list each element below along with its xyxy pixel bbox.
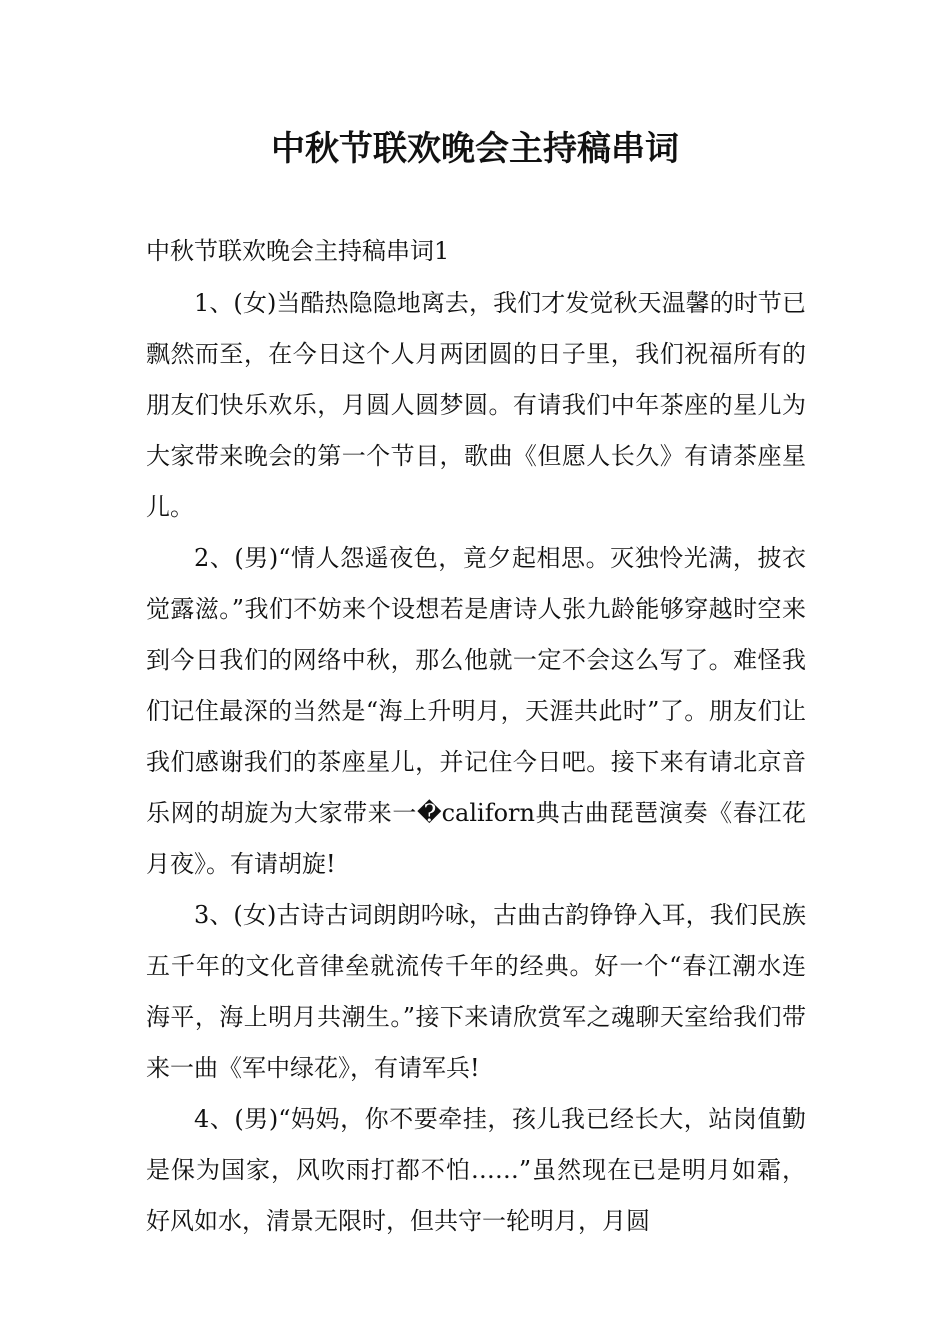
paragraph-3: 3、(女)古诗古词朗朗吟咏，古曲古韵铮铮入耳，我们民族五千年的文化音律垒就流传千年的经典。好一个“春江潮水连海平，海上明月共潮生。”接下来请欣赏军之魂聊天室给我们带来一曲《军中绿花》，有请军兵!: [146, 901, 806, 1082]
section-heading: 中秋节联欢晚会主持稿串词1: [146, 237, 450, 265]
document-body: [146, 226, 806, 1247]
paragraph-1: 1、(女)当酷热隐隐地离去，我们才发觉秋天温馨的时节已飘然而至，在今日这个人月两团圆的日子里，我们祝福所有的朋友们快乐欢乐，月圆人圆梦圆。有请我们中年茶座的星儿为大家带来晚会的第一个节目，歌曲《但愿人长久》有请茶座星儿。: [146, 289, 806, 521]
paragraph-4: 4、(男)“妈妈，你不要牵挂，孩儿我已经长大，站岗值勤是保为国家，风吹雨打都不怕……”虽然现在已是明月如霜，好风如水，清景无限时，但共守一轮明月，月圆: [146, 1105, 806, 1235]
document-title: 中秋节联欢晚会主持稿串词: [271, 129, 679, 169]
paragraph-2: 2、(男)“情人怨遥夜色，竟夕起相思。灭独怜光满，披衣觉露滋。”我们不妨来个设想若是唐诗人张九龄能够穿越时空来到今日我们的网络中秋，那么他就一定不会这么写了。难怪我们记住最深的当然是“海上升明月，天涯共此时”了。朋友们让我们感谢我们的茶座星儿，并记住今日吧。接下来有请北京音乐网的胡旋为大家带来一�californ典古曲琵琶演奏《春江花月夜》。有请胡旋!: [146, 544, 806, 878]
